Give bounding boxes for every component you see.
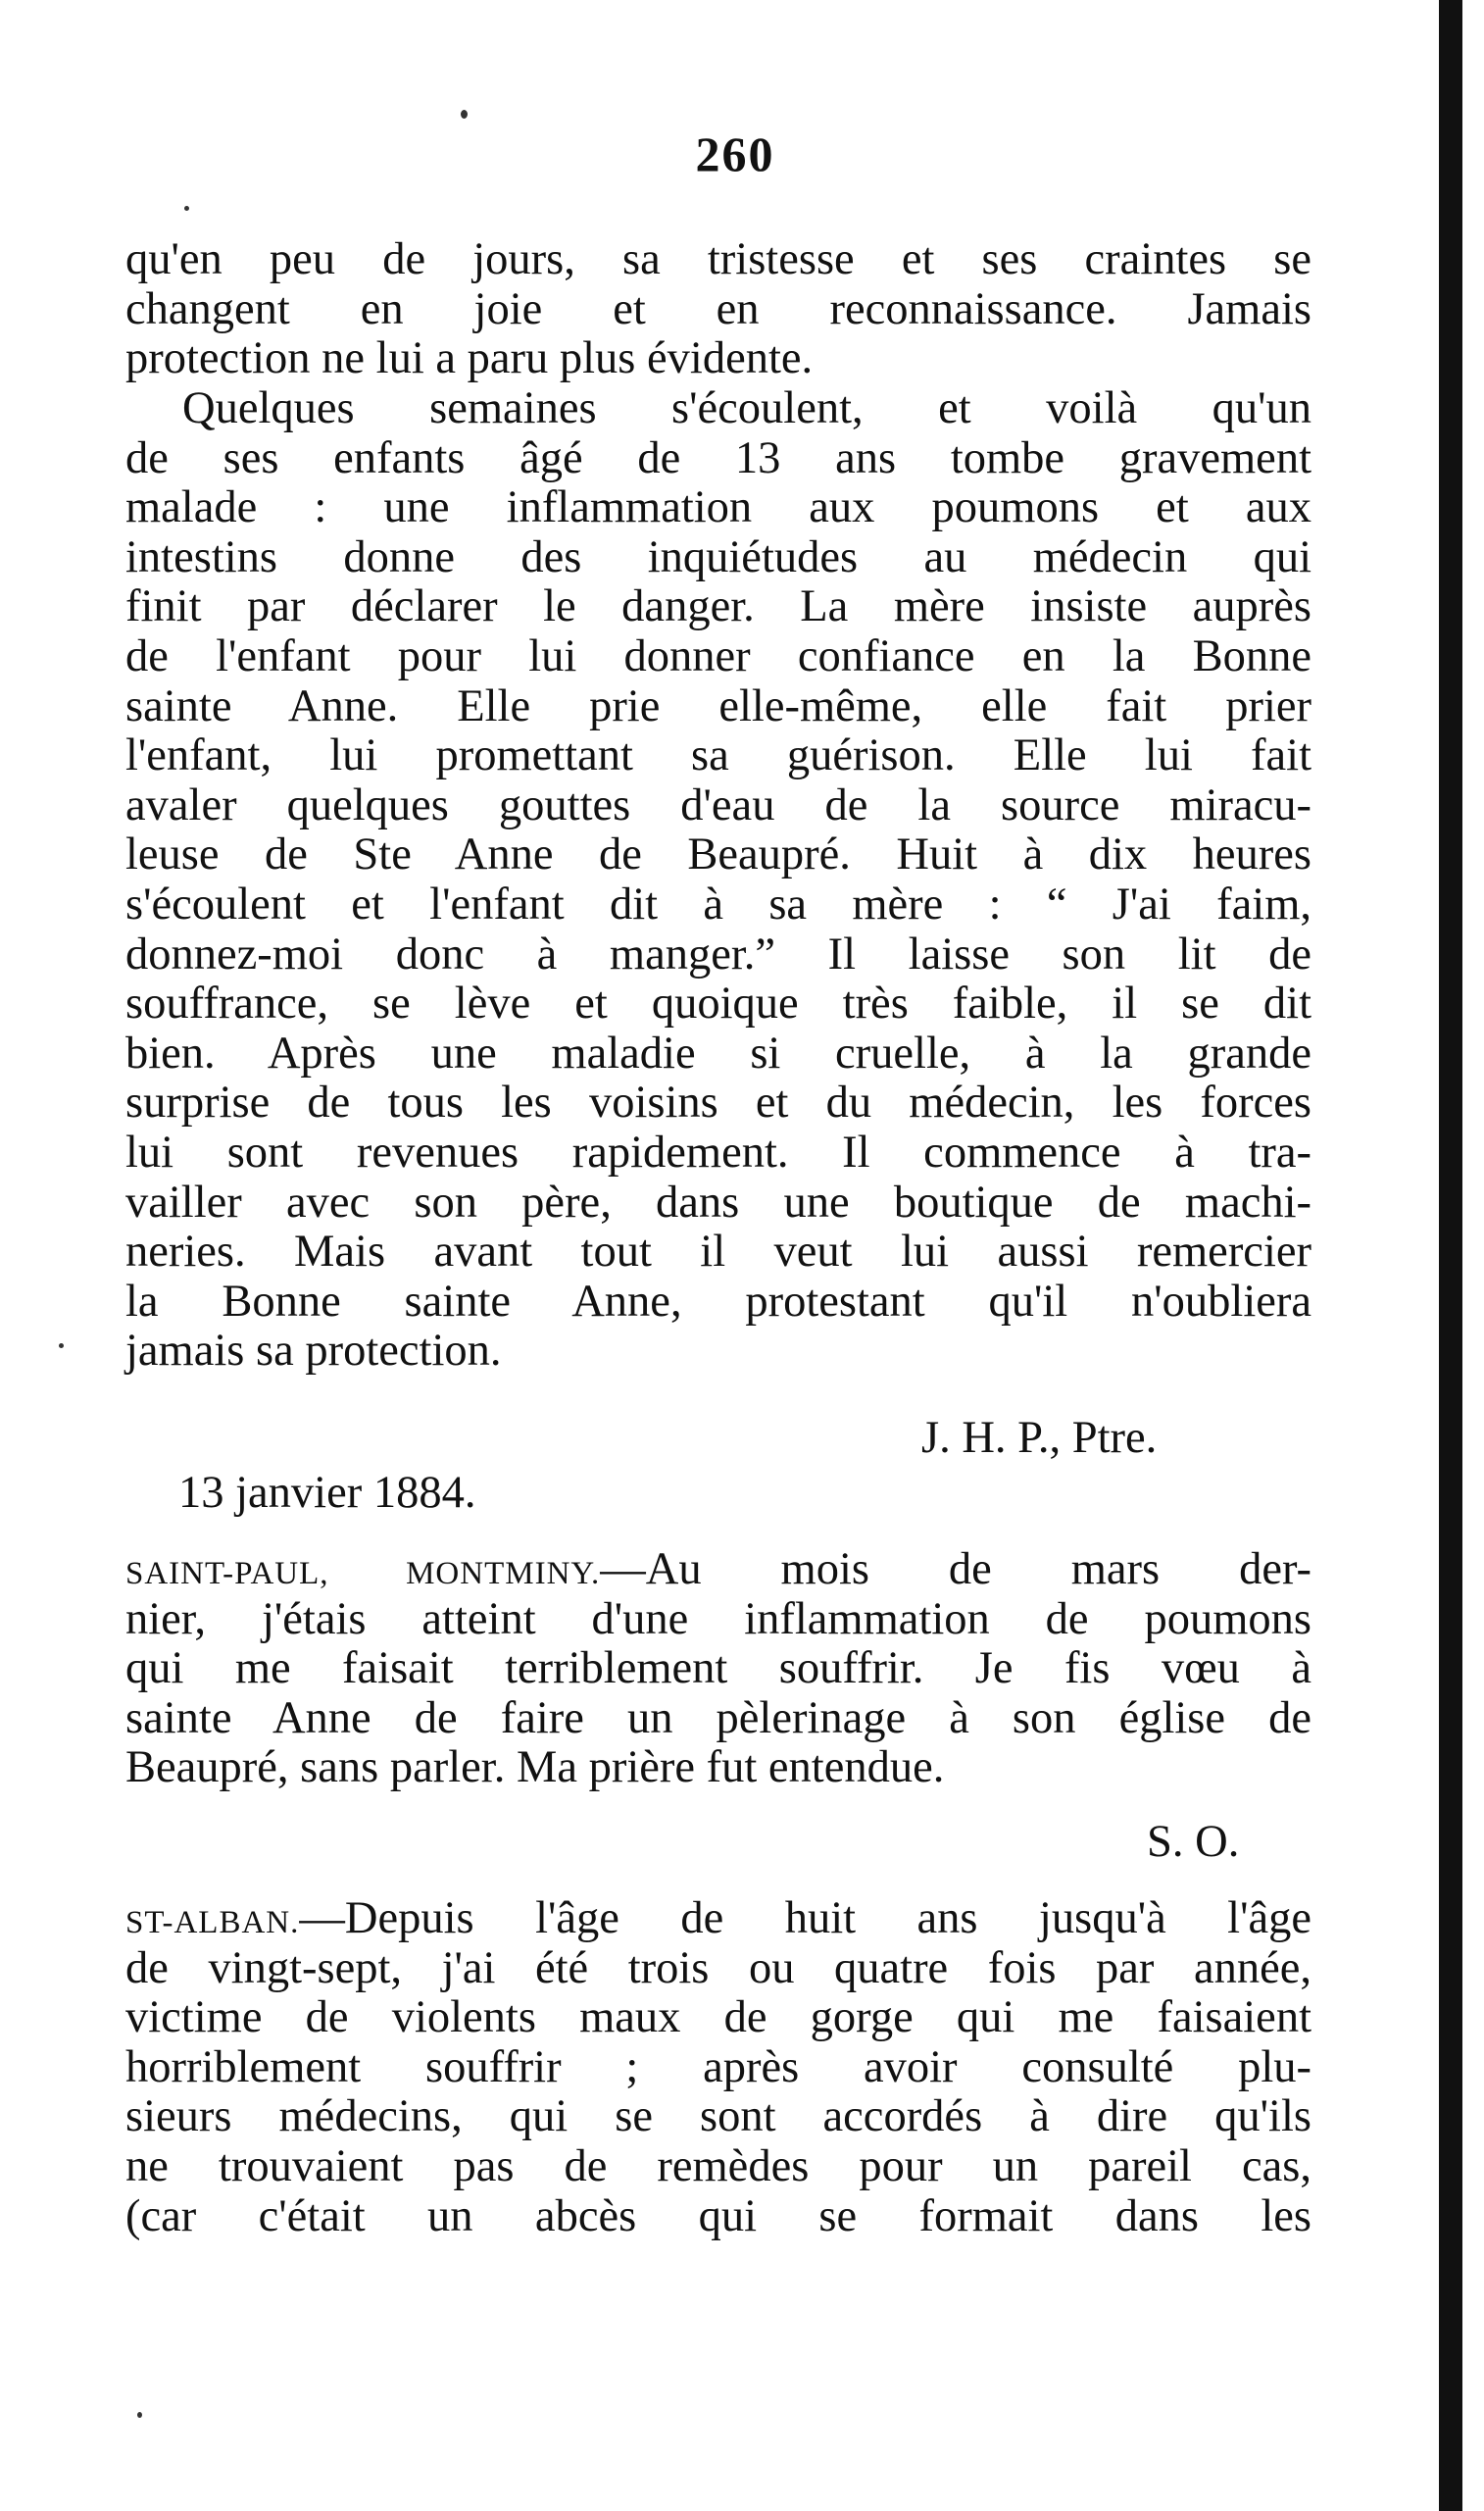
paragraph-line: la Bonne sainte Anne, protestant qu'il n'oubliera (125, 1276, 1311, 1327)
paragraph-line: jamais sa protection. (125, 1326, 502, 1377)
paragraph-line: de l'enfant pour lui donner confiance en la Bonne (125, 630, 1311, 681)
date-1884: 13 janvier 1884. (178, 1468, 476, 1518)
paragraph-line: donnez-moi donc à manger.” Il laisse son lit de (125, 929, 1311, 979)
paragraph-1 (125, 235, 1311, 384)
paragraph-line: de vingt-sept, j'ai été trois ou quatre fois par année, (125, 1942, 1311, 1993)
page-edge-shadow (1439, 0, 1462, 2511)
paragraph-line: souffrance, se lève et quoique très faible, il se dit (125, 979, 1311, 1030)
paragraph-line: vailler avec son père, dans une boutique de machi- (125, 1177, 1311, 1228)
paragraph-line (125, 1545, 1311, 1595)
paragraph-line: sainte Anne de faire un pèlerinage à son église de (125, 1692, 1311, 1743)
paragraph-line: Quelques semaines s'écoulent, et voilà qu'un (182, 383, 1311, 433)
paragraph-line (125, 1894, 1311, 1944)
paragraph-line: nier, j'étais atteint d'une inflammation de poumons (125, 1593, 1311, 1644)
signature-jhp: J. H. P., Ptre. (921, 1413, 1158, 1463)
place-name: ST-ALBAN. (125, 1905, 300, 1940)
paragraph-line: intestins donne des inquiétudes au médecin qui (125, 531, 1311, 582)
paragraph-line: malade : une inflammation aux poumons et aux (125, 482, 1311, 533)
paragraph-line: surprise de tous les voisins et du médecin, les forces (125, 1078, 1311, 1129)
paragraph-line: finit par déclarer le danger. La mère insiste auprès (125, 581, 1311, 632)
paragraph-2 (125, 384, 1311, 1377)
paragraph-line: s'écoulent et l'enfant dit à sa mère : “ J'ai faim, (125, 879, 1311, 929)
paragraph-line: Beaupré, sans parler. Ma prière fut entendue. (125, 1742, 945, 1793)
paragraph-line: l'enfant, lui promettant sa guérison. Elle lui fait (125, 730, 1311, 781)
paragraph-line: qu'en peu de jours, sa tristesse et ses craintes se (125, 234, 1311, 284)
signature-so: S. O. (1147, 1817, 1240, 1867)
paragraph-line: horriblement souffrir ; après avoir consulté plu- (125, 2041, 1311, 2092)
paragraph-line: lui sont revenues rapidement. Il commence à tra- (125, 1127, 1311, 1178)
scan-speck (59, 1343, 64, 1348)
paragraph-line: de ses enfants âgé de 13 ans tombe gravement (125, 432, 1311, 483)
paragraph-line: sieurs médecins, qui se sont accordés à dire qu'ils (125, 2091, 1311, 2142)
paragraph-line: changent en joie et en reconnaissance. Jamais (125, 283, 1311, 334)
scan-speck (184, 206, 189, 211)
paragraph-line: neries. Mais avant tout il veut lui aussi remercier (125, 1227, 1311, 1278)
paragraph-line: avaler quelques gouttes d'eau de la source miracu- (125, 779, 1311, 830)
paragraph-line: (car c'était un abcès qui se formait dans les (125, 2190, 1311, 2241)
place-name: SAINT-PAUL, MONTMINY. (125, 1556, 601, 1591)
scan-speck (461, 110, 468, 119)
paragraph-line: ne trouvaient pas de remèdes pour un pareil cas, (125, 2140, 1311, 2191)
paragraph-st-alban (125, 1894, 1311, 2241)
paragraph-saint-paul (125, 1545, 1311, 1793)
paragraph-line: bien. Après une maladie si cruelle, à la grande (125, 1028, 1311, 1079)
page-number: 260 (695, 126, 775, 181)
line-text: —Depuis l'âge de huit ans jusqu'à l'âge (299, 1893, 1311, 1943)
paragraph-line: victime de violents maux de gorge qui me faisaient (125, 1992, 1311, 2043)
paragraph-line: qui me faisait terriblement souffrir. Je fis vœu à (125, 1643, 1311, 1694)
paragraph-line: leuse de Ste Anne de Beaupré. Huit à dix heures (125, 829, 1311, 880)
scan-speck (137, 2412, 142, 2418)
line-text: —Au mois de mars der- (600, 1544, 1311, 1594)
paragraph-line: protection ne lui a paru plus évidente. (125, 333, 814, 384)
paragraph-line: sainte Anne. Elle prie elle-même, elle fait prier (125, 680, 1311, 731)
